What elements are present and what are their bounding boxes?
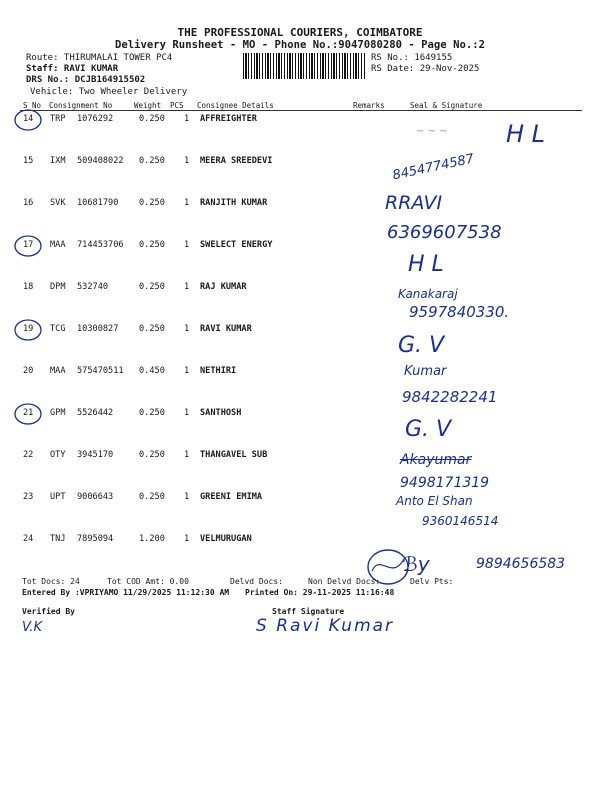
cell-sno: 14 [23,114,34,124]
table-row [0,450,600,470]
cell-consignee: MEERA SREEDEVI [200,156,273,166]
staff-label: Staff: RAVI KUMAR [26,64,119,74]
table-row [0,534,600,554]
delivery-points: Delv Pts: [410,577,454,586]
cell-consignment-number: 5526442 [77,408,114,418]
col-remarks: Remarks [353,101,385,110]
signature-r18-name: Kanakaraj [398,287,458,301]
cell-consignment-prefix: TNJ [50,534,66,544]
cell-consignment-prefix: OTY [50,450,66,460]
signature-r18-phone: 9597840330. [409,303,510,321]
cell-consignment-number: 1076292 [77,114,114,124]
cell-weight: 0.250 [139,114,165,124]
signature-r20-phone: 9842282241 [402,388,498,406]
barcode [243,53,366,79]
cell-sno: 22 [23,450,34,460]
cell-consignment-prefix: UPT [50,492,66,502]
circled-mark [13,108,43,132]
staff-signature-label: Staff Signature [272,607,345,616]
cell-weight: 0.250 [139,408,165,418]
cell-consignee: SANTHOSH [200,408,242,418]
cell-pcs: 1 [184,534,190,544]
cell-consignment-number: 575470511 [77,366,124,376]
cell-consignment-prefix: TCG [50,324,66,334]
header-divider [20,110,582,111]
cell-sno: 18 [23,282,34,292]
cell-sno: 19 [23,324,34,334]
signature-r19: G. V [398,333,445,358]
cell-sno: 16 [23,198,34,208]
cell-consignment-number: 509408022 [77,156,124,166]
signature-r16-name: RRAVI [385,192,443,214]
cell-pcs: 1 [184,324,190,334]
cell-sno: 15 [23,156,34,166]
cell-weight: 0.250 [139,240,165,250]
circled-mark [13,402,43,426]
cell-sno: 17 [23,240,34,250]
cell-weight: 0.250 [139,282,165,292]
col-seal-signature: Seal & Signature [410,101,483,110]
col-consignment: Consignment No [49,101,113,110]
cell-pcs: 1 [184,450,190,460]
circled-mark [13,318,43,342]
non-delivered-docs: Non Delvd Docs: [308,577,381,586]
runsheet-subtitle: Delivery Runsheet - MO - Phone No.:9047080280 - Page No.:2 [115,39,485,51]
signature-r24-phone: 9894656583 [476,556,566,572]
verified-by-label: Verified By [22,607,75,616]
printed-on: Printed On: 29-11-2025 11:16:48 [245,588,395,597]
cell-consignee: GREENI EMIMA [200,492,263,502]
col-pcs: PCS [170,101,184,110]
col-weight: Weight [134,101,162,110]
entered-by: Entered By :VPRIYAMO 11/29/2025 11:12:30 AM [22,588,230,597]
cell-weight: 0.250 [139,450,165,460]
cell-weight: 0.250 [139,324,165,334]
circled-mark [13,234,43,258]
verified-by-signature: V.K [22,620,43,635]
staff-signature: S Ravi Kumar [256,616,395,636]
cell-pcs: 1 [184,366,190,376]
cell-weight: 0.250 [139,492,165,502]
cell-consignee: SWELECT ENERGY [200,240,273,250]
cell-consignee: NETHIRI [200,366,237,376]
cell-sno: 24 [23,534,34,544]
cell-consignee: RAJ KUMAR [200,282,247,292]
signature-r22-name: Akayumar [400,452,472,468]
signature-r20-name: Kumar [404,364,447,379]
signature-r15: 8454774587 [391,151,476,184]
col-sno: S No [23,101,42,110]
delivered-docs: Delvd Docs: [230,577,283,586]
signature-r17: H L [408,252,444,277]
cell-consignment-prefix: GPM [50,408,66,418]
cell-pcs: 1 [184,492,190,502]
table-row [0,492,600,512]
cell-consignee: THANGAVEL SUB [200,450,268,460]
table-row [0,198,600,218]
table-row [0,366,600,386]
cell-consignment-prefix: SVK [50,198,66,208]
cell-sno: 20 [23,366,34,376]
cell-consignment-number: 10681790 [77,198,119,208]
cell-consignment-number: 9006643 [77,492,114,502]
cell-consignment-number: 7895094 [77,534,114,544]
cell-weight: 0.250 [139,156,165,166]
cell-consignment-prefix: DPM [50,282,66,292]
total-cod-amount: Tot COD Amt: 0.00 [107,577,189,586]
cell-consignee: RAVI KUMAR [200,324,252,334]
cell-pcs: 1 [184,198,190,208]
table-row [0,240,600,260]
signature-r21: G. V [405,417,452,442]
total-docs: Tot Docs: 24 [22,577,80,586]
col-consignee: Consignee Details [197,101,274,110]
route-label: Route: THIRUMALAI TOWER PC4 [26,53,173,63]
rs-number: RS No.: 1649155 [371,53,453,63]
table-row [0,156,600,176]
cell-weight: 1.200 [139,534,165,544]
signature-r16-phone: 6369607538 [387,222,502,243]
signature-r23-phone: 9360146514 [422,514,499,528]
cell-pcs: 1 [184,156,190,166]
cell-pcs: 1 [184,282,190,292]
table-row [0,408,600,428]
seal-stamp-r14: ~ ~ ~ [416,126,448,137]
signature-r23-name: Anto El Shan [396,494,473,508]
cell-consignee: RANJITH KUMAR [200,198,268,208]
signature-r14: H L [506,120,546,148]
cell-consignment-prefix: TRP [50,114,66,124]
table-row [0,324,600,344]
company-name: THE PROFESSIONAL COURIERS, COIMBATORE [177,26,423,39]
drs-label: DRS No.: DCJB164915502 [26,75,146,85]
cell-consignee: AFFREIGHTER [200,114,257,124]
cell-weight: 0.250 [139,198,165,208]
cell-consignment-number: 532740 [77,282,109,292]
cell-pcs: 1 [184,114,190,124]
cell-sno: 21 [23,408,34,418]
cell-consignee: VELMURUGAN [200,534,252,544]
cell-consignment-prefix: MAA [50,366,66,376]
cell-weight: 0.450 [139,366,165,376]
signature-r24-mark: ℬy [402,552,430,576]
signature-r22-phone: 9498171319 [400,475,490,491]
cell-consignment-prefix: MAA [50,240,66,250]
vehicle-label: Vehicle: Two Wheeler Delivery [30,87,188,97]
cell-consignment-number: 3945170 [77,450,114,460]
cell-consignment-number: 10300827 [77,324,119,334]
cell-pcs: 1 [184,408,190,418]
cell-sno: 23 [23,492,34,502]
rs-date: RS Date: 29-Nov-2025 [371,64,480,74]
table-row [0,282,600,302]
cell-consignment-prefix: IXM [50,156,66,166]
cell-consignment-number: 714453706 [77,240,124,250]
cell-pcs: 1 [184,240,190,250]
